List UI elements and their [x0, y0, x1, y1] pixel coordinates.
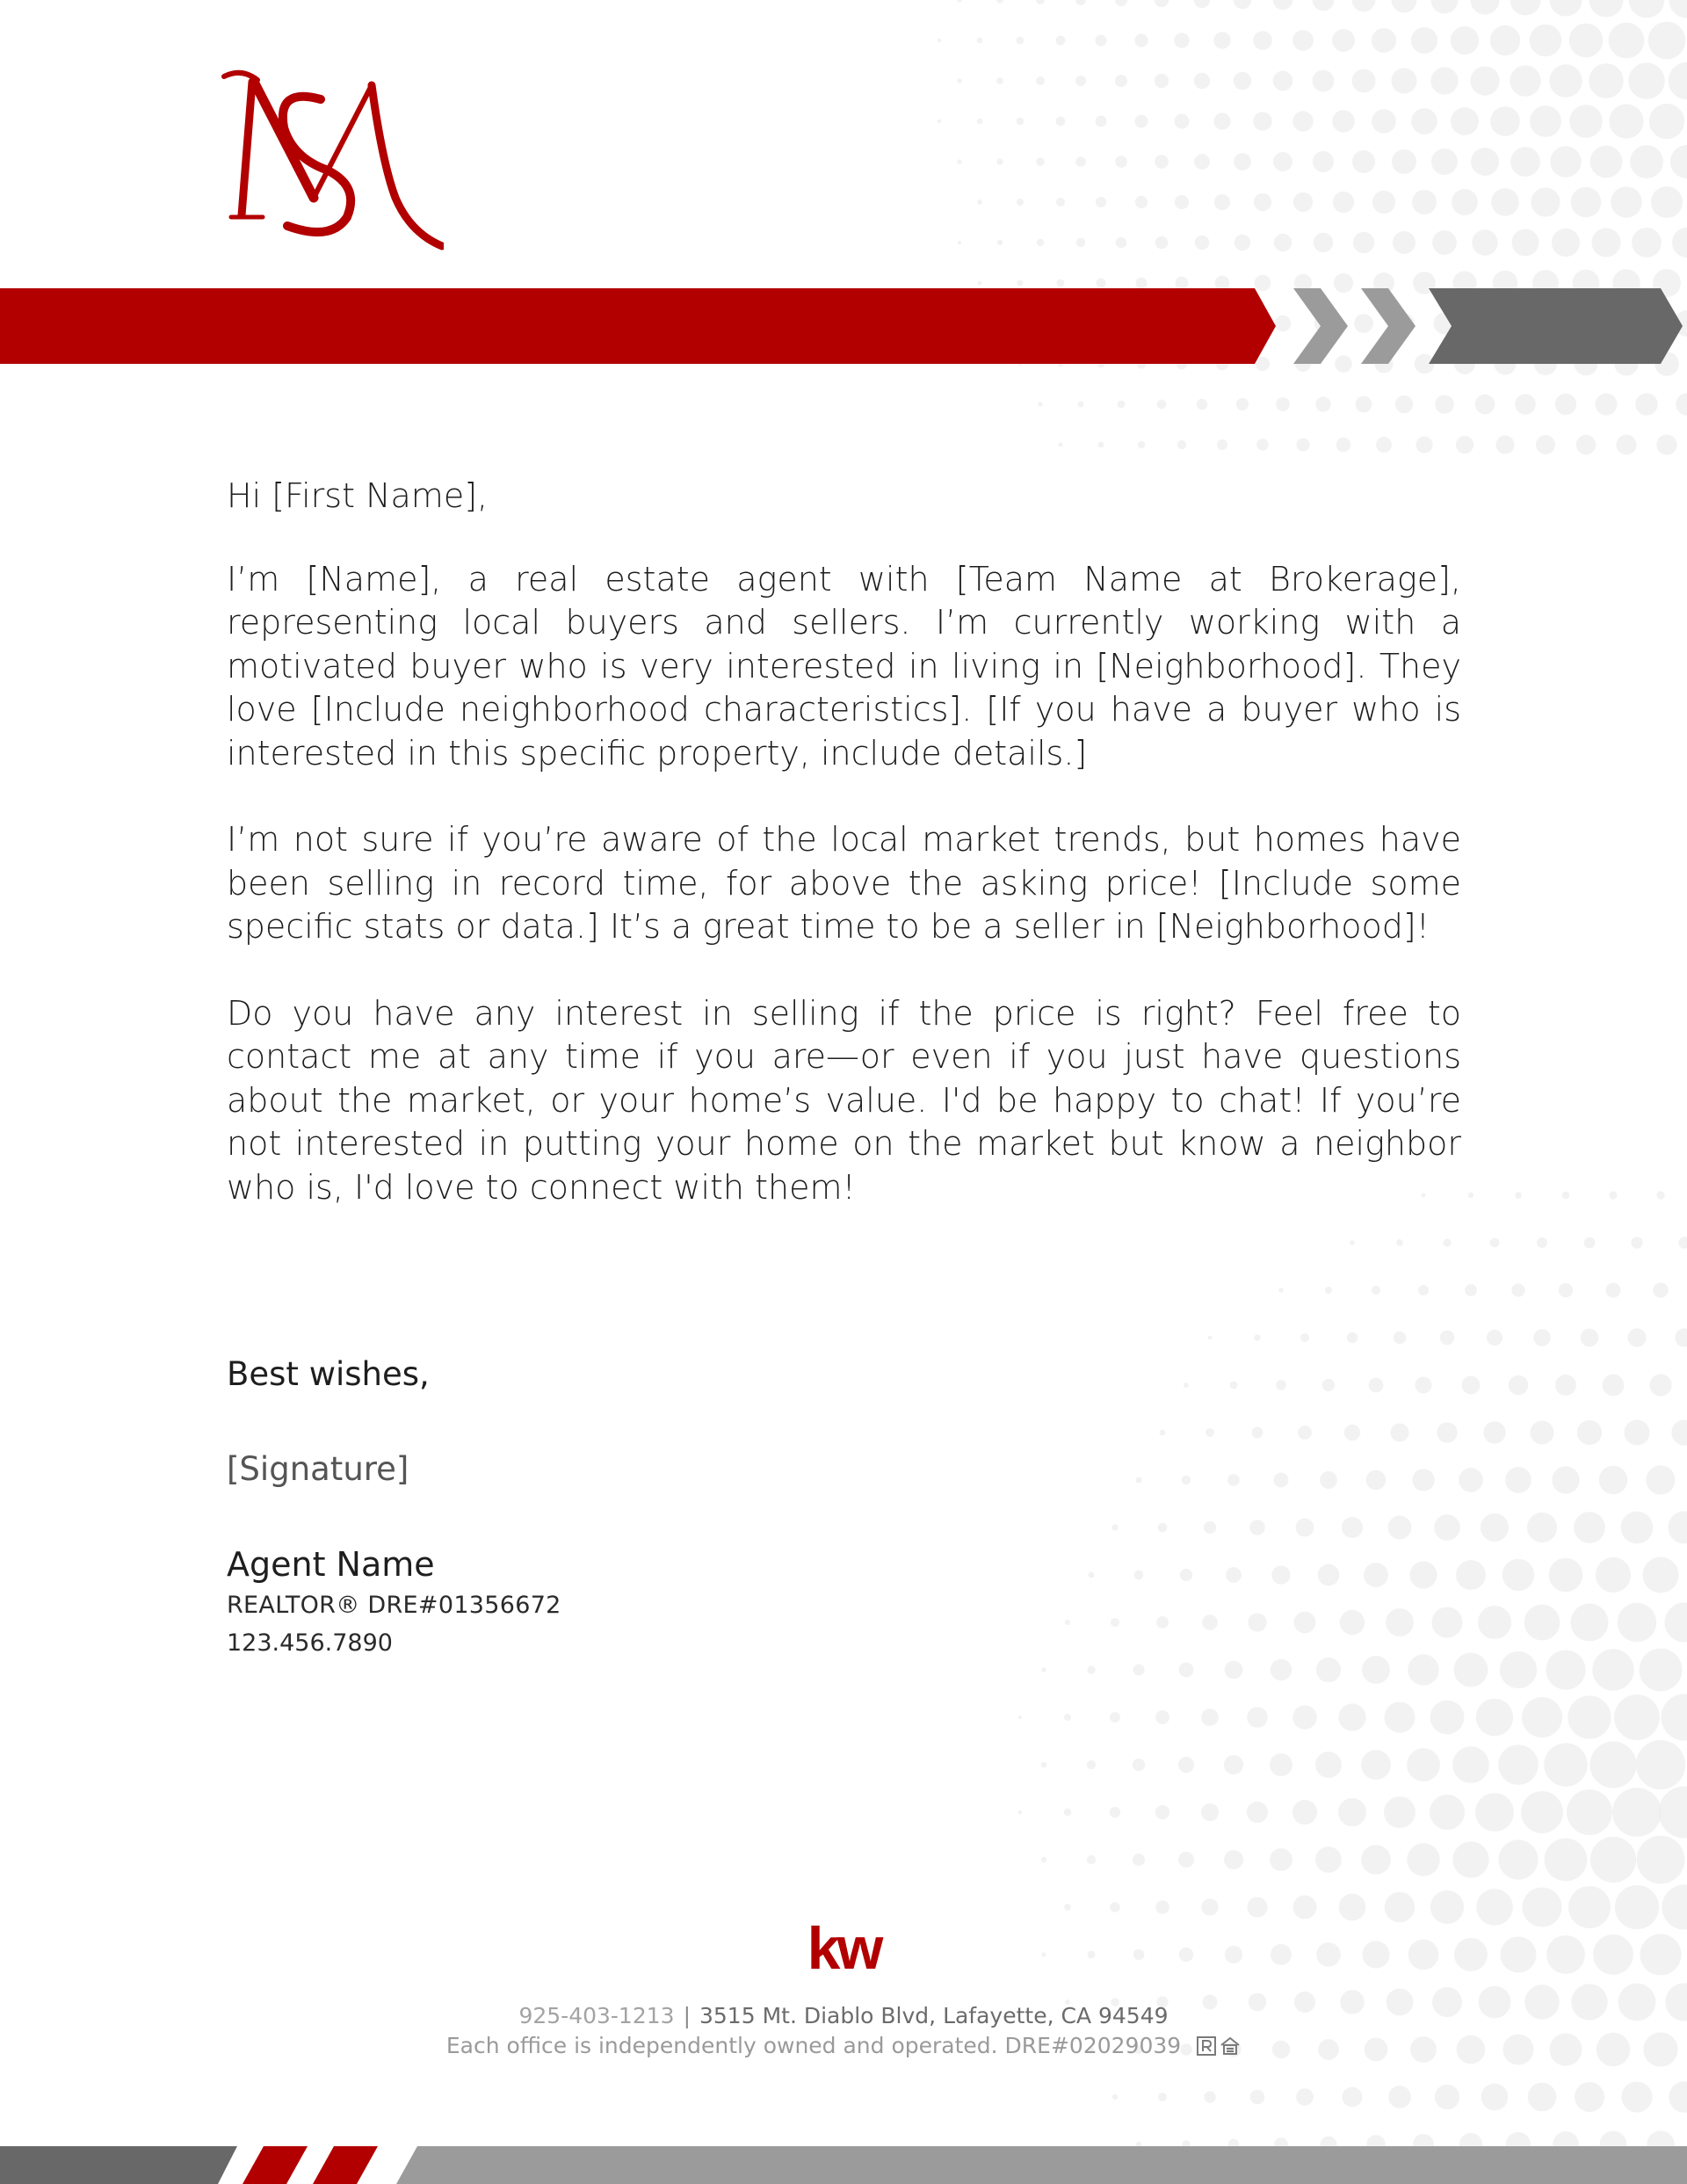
footer-phone: 925-403-1213 [518, 2003, 675, 2028]
footer-red-stripe-2 [313, 2146, 378, 2184]
footer-separator: | [683, 2003, 691, 2028]
agent-phone: 123.456.7890 [227, 1629, 393, 1657]
header-chevron-2 [1361, 288, 1415, 364]
letter-body [227, 475, 1461, 1252]
header-red-bar [0, 288, 1276, 364]
kw-logo: kw [807, 1915, 880, 1982]
letter-paragraph-3: Do you have any interest in selling if the price is right? Feel free to contact me at any time if you are—or even if you just have questions about the market, or your home’s value. I'd be happy to chat! If you’re not interested in putting your home on the market but know a neighbor who is, I'd love to connect with them! [227, 993, 1461, 1207]
ms-monogram-logo [215, 66, 444, 255]
letter-paragraph-1: I’m [Name], a real estate agent with [Team Name at Brokerage], representing local buyers and sellers. I’m currently working with a motivated buyer who is very interested in living in [Neighborhood]. They love [Include neighborhood characteristics]. [If you have a buyer who is interested in this specific property, include details.] [227, 559, 1461, 773]
footer-dark-bar [0, 2146, 237, 2184]
letter-greeting: Hi [First Name], [227, 476, 489, 515]
realtor-r-icon [1197, 2036, 1216, 2056]
letter-paragraph-2: I’m not sure if you’re aware of the local market trends, but homes have been selling in record time, for above the asking price! [Include some specific stats or data.] It’s a great time to be a seller in [Neighborhood]! [227, 820, 1461, 946]
letter-closing: Best wishes, [227, 1355, 430, 1393]
footer-disclaimer-line [0, 2033, 1687, 2058]
footer-address: 3515 Mt. Diablo Blvd, Lafayette, CA 94549 [699, 2003, 1169, 2028]
equal-housing-icon [1220, 2036, 1241, 2056]
footer-accent-band [0, 2146, 1687, 2184]
footer-red-stripe-1 [243, 2146, 308, 2184]
header-gray-arrow [1429, 288, 1683, 364]
footer-contact [0, 2003, 1687, 2028]
agent-title: REALTOR® DRE#01356672 [227, 1592, 561, 1619]
header-accent-band [0, 288, 1687, 364]
footer-disclaimer: Each office is independently owned and operated. DRE#02029039 [445, 2033, 1182, 2058]
agent-name: Agent Name [227, 1545, 435, 1584]
footer-gray-bar [396, 2146, 1687, 2184]
header-chevron-1 [1293, 288, 1348, 364]
signature-placeholder: [Signature] [227, 1450, 409, 1488]
